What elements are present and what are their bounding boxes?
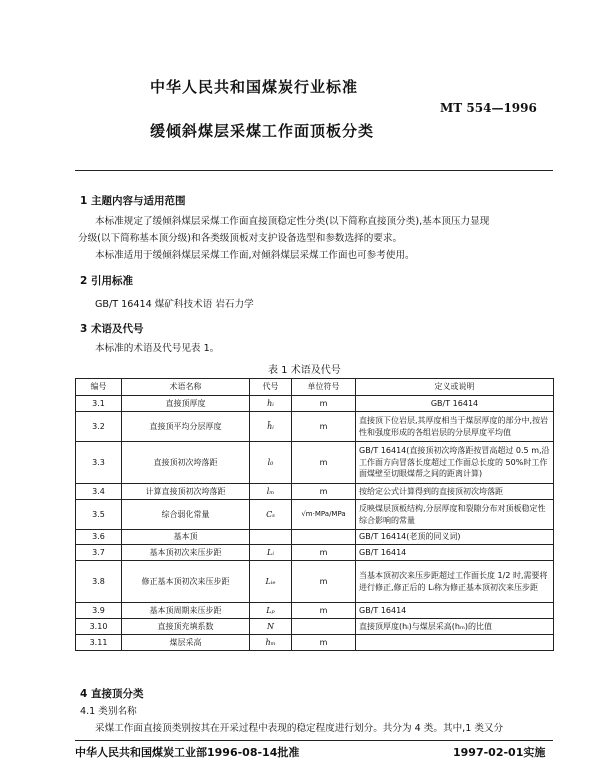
footer-divider <box>75 740 553 741</box>
term-name: 基本顶初次来压步距 <box>122 545 250 561</box>
term-symbol: Lᵢ <box>250 545 292 561</box>
section-1-para2: 本标准适用于缓倾斜煤层采煤工作面,对倾斜煤层采煤工作面也可参考使用。 <box>95 250 415 261</box>
header-cell: 术语名称 <box>122 379 250 396</box>
table-row <box>76 561 554 603</box>
table-row <box>76 619 554 635</box>
term-definition: 反映煤层顶板结构,分层厚度和裂隙分布对顶板稳定性综合影响的常量 <box>356 500 554 530</box>
term-symbol: h̄ᵢ <box>250 412 292 442</box>
term-name: 综合弱化常量 <box>122 500 250 530</box>
term-symbol: l₀ <box>250 442 292 484</box>
section-4-heading: 4 直接顶分类 <box>80 688 144 700</box>
term-unit <box>292 619 356 635</box>
term-definition: GB/T 16414 <box>356 545 554 561</box>
term-name: 直接顶充填系数 <box>122 619 250 635</box>
table-row <box>76 635 554 651</box>
term-symbol: Cₛ <box>250 500 292 530</box>
term-unit: m <box>292 561 356 603</box>
term-symbol: hᵢ <box>250 396 292 412</box>
row-number: 3.8 <box>76 561 122 603</box>
table-header-row <box>76 379 554 396</box>
term-symbol: Lᵢₑ <box>250 561 292 603</box>
section-1-para1-line2: 分级(以下简称基本顶分级)和各类级顶板对支护设备选型和参数选择的要求。 <box>78 233 403 244</box>
table-row <box>76 484 554 500</box>
table-row <box>76 545 554 561</box>
section-2-reference: GB/T 16414 煤矿科技术语 岩石力学 <box>95 299 254 310</box>
term-definition: 直接顶厚度(hᵢ)与煤层采高(hₘ)的比值 <box>356 619 554 635</box>
term-unit: m <box>292 396 356 412</box>
header-cell: 定义或说明 <box>356 379 554 396</box>
term-name: 基本顶周期来压步距 <box>122 603 250 619</box>
term-symbol: Lₚ <box>250 603 292 619</box>
section-4-para: 采煤工作面直接顶类别按其在开采过程中表现的稳定程度进行划分。共分为 4 类。其中,1 类又分 <box>95 723 504 734</box>
term-name: 直接顶厚度 <box>122 396 250 412</box>
term-name: 煤层采高 <box>122 635 250 651</box>
header-cell: 编号 <box>76 379 122 396</box>
row-number: 3.6 <box>76 530 122 545</box>
section-1-heading: 1 主题内容与适用范围 <box>80 195 186 207</box>
term-name: 直接顶平均分层厚度 <box>122 412 250 442</box>
term-symbol: N <box>250 619 292 635</box>
approval-line: 中华人民共和国煤炭工业部1996-08-14批准 <box>75 746 300 759</box>
term-definition: GB/T 16414(老顶的同义词) <box>356 530 554 545</box>
term-definition: GB/T 16414(直接顶初次垮落距按冒高超过 0.5 m,沿工作面方向冒落长度超过工作面总长度的 50%时工作面煤壁至切眼煤帮之间的距离计算) <box>356 442 554 484</box>
section-2-heading: 2 引用标准 <box>80 275 133 287</box>
row-number: 3.2 <box>76 412 122 442</box>
term-unit: m <box>292 484 356 500</box>
term-symbol: lₘ <box>250 484 292 500</box>
term-name: 修正基本顶初次来压步距 <box>122 561 250 603</box>
row-number: 3.4 <box>76 484 122 500</box>
term-definition: 按给定公式计算得到的直接顶初次垮落距 <box>356 484 554 500</box>
term-definition: GB/T 16414 <box>356 396 554 412</box>
row-number: 3.3 <box>76 442 122 484</box>
document-title: 缓倾斜煤层采煤工作面顶板分类 <box>150 122 375 140</box>
term-definition: 当基本顶初次来压步距超过工作面长度 1/2 时,需要将进行修正,修正后的 Lᵢ称为修正基本顶初次来压步距 <box>356 561 554 603</box>
header-divider <box>75 170 553 171</box>
term-unit: m <box>292 412 356 442</box>
term-name: 计算直接顶初次垮落距 <box>122 484 250 500</box>
row-number: 3.10 <box>76 619 122 635</box>
row-number: 3.11 <box>76 635 122 651</box>
row-number: 3.5 <box>76 500 122 530</box>
row-number: 3.1 <box>76 396 122 412</box>
standard-code: MT 554—1996 <box>440 101 537 115</box>
implementation-date: 1997-02-01实施 <box>453 746 546 759</box>
table-row <box>76 442 554 484</box>
section-1-para1-line1: 本标准规定了缓倾斜煤层采煤工作面直接顶稳定性分类(以下简称直接顶分类),基本顶压力显现 <box>95 216 490 227</box>
table-row <box>76 396 554 412</box>
term-definition <box>356 635 554 651</box>
term-symbol: hₘ <box>250 635 292 651</box>
section-4-1-heading: 4.1 类别名称 <box>80 706 137 717</box>
row-number: 3.9 <box>76 603 122 619</box>
term-unit: m <box>292 635 356 651</box>
term-definition: GB/T 16414 <box>356 603 554 619</box>
term-unit: √m·MPa/MPa <box>292 500 356 530</box>
term-definition: 直接顶下位岩层,其厚度相当于煤层厚度的部分中,按岩性和强度形成的各组岩层的分层厚度平均值 <box>356 412 554 442</box>
row-number: 3.7 <box>76 545 122 561</box>
header-cell: 代号 <box>250 379 292 396</box>
org-title: 中华人民共和国煤炭行业标准 <box>150 78 359 96</box>
table-row <box>76 603 554 619</box>
term-unit: m <box>292 545 356 561</box>
term-name: 直接顶初次垮落距 <box>122 442 250 484</box>
term-unit: m <box>292 603 356 619</box>
terms-table <box>75 378 554 651</box>
section-3-intro: 本标准的术语及代号见表 1。 <box>95 343 220 354</box>
table-row <box>76 500 554 530</box>
table-row <box>76 412 554 442</box>
term-unit: m <box>292 442 356 484</box>
term-symbol <box>250 530 292 545</box>
term-name: 基本顶 <box>122 530 250 545</box>
header-cell: 单位符号 <box>292 379 356 396</box>
table-row <box>76 530 554 545</box>
section-3-heading: 3 术语及代号 <box>80 323 144 335</box>
table-caption: 表 1 术语及代号 <box>268 365 341 376</box>
term-unit <box>292 530 356 545</box>
